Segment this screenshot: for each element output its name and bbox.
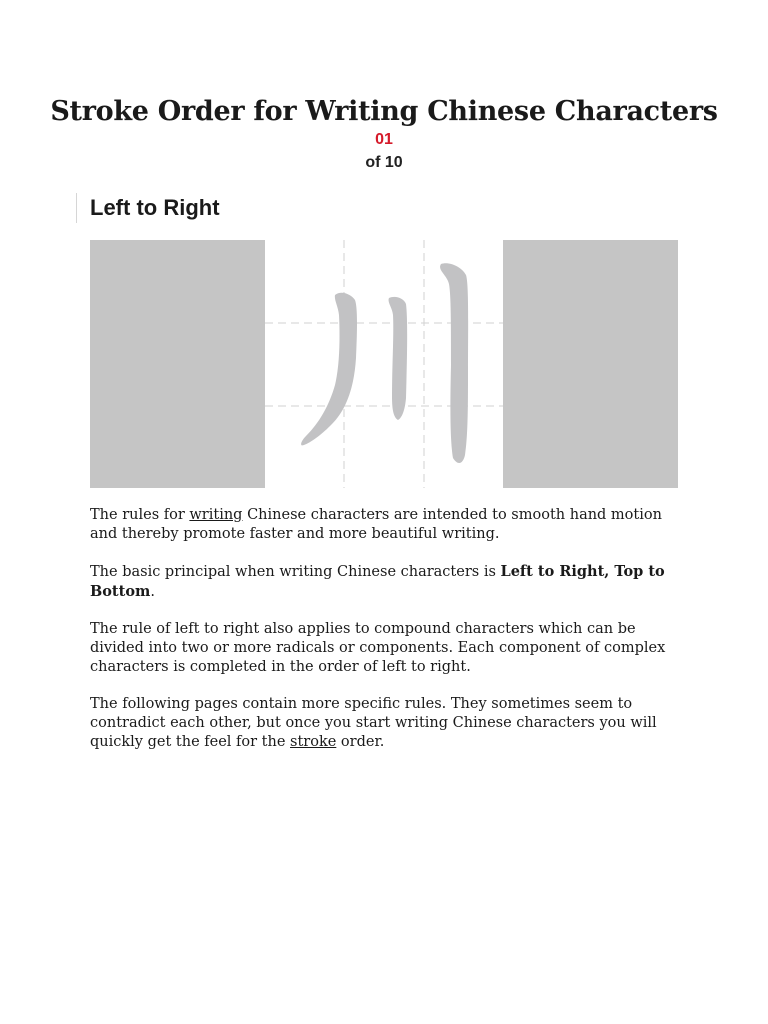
paragraph-text: The following pages contain more specific rules. They sometimes seem to contradict each other, but once you start writing Chinese characters you will quickly get the feel for the (90, 696, 657, 750)
paragraph-text: The basic principal when writing Chinese characters is (90, 564, 501, 580)
writing-link[interactable]: writing (189, 507, 243, 523)
paragraph-text: . (150, 584, 155, 600)
character-stroke-diagram-icon (265, 240, 503, 488)
character-grid-panel (265, 240, 503, 488)
article-body (90, 506, 680, 770)
principle-emphasis: Left to Right, Top to Bottom (90, 563, 665, 600)
paragraph-text: The rules for (90, 507, 190, 523)
paragraph-text: order. (336, 734, 385, 750)
paragraph-text: Chinese characters are intended to smooth hand motion and thereby promote faster and more beautiful writing. (90, 507, 662, 542)
paragraph-compound: The rule of left to right also applies to compound characters which can be divided into two or more radicals or components. Each component of complex characters is completed in the order of left to right. (90, 621, 666, 675)
page-counter-current: 01 (375, 131, 393, 148)
paragraph-principle (90, 562, 680, 602)
paragraph-following (90, 695, 680, 752)
section-divider (76, 193, 77, 223)
stroke-link[interactable]: stroke (290, 734, 337, 750)
paragraph-intro (90, 506, 680, 544)
page-counter-total: of 10 (365, 154, 403, 171)
page-title: Stroke Order for Writing Chinese Characters (50, 96, 718, 127)
stroke-order-figure (90, 240, 678, 488)
section-heading: Left to Right (90, 195, 220, 220)
